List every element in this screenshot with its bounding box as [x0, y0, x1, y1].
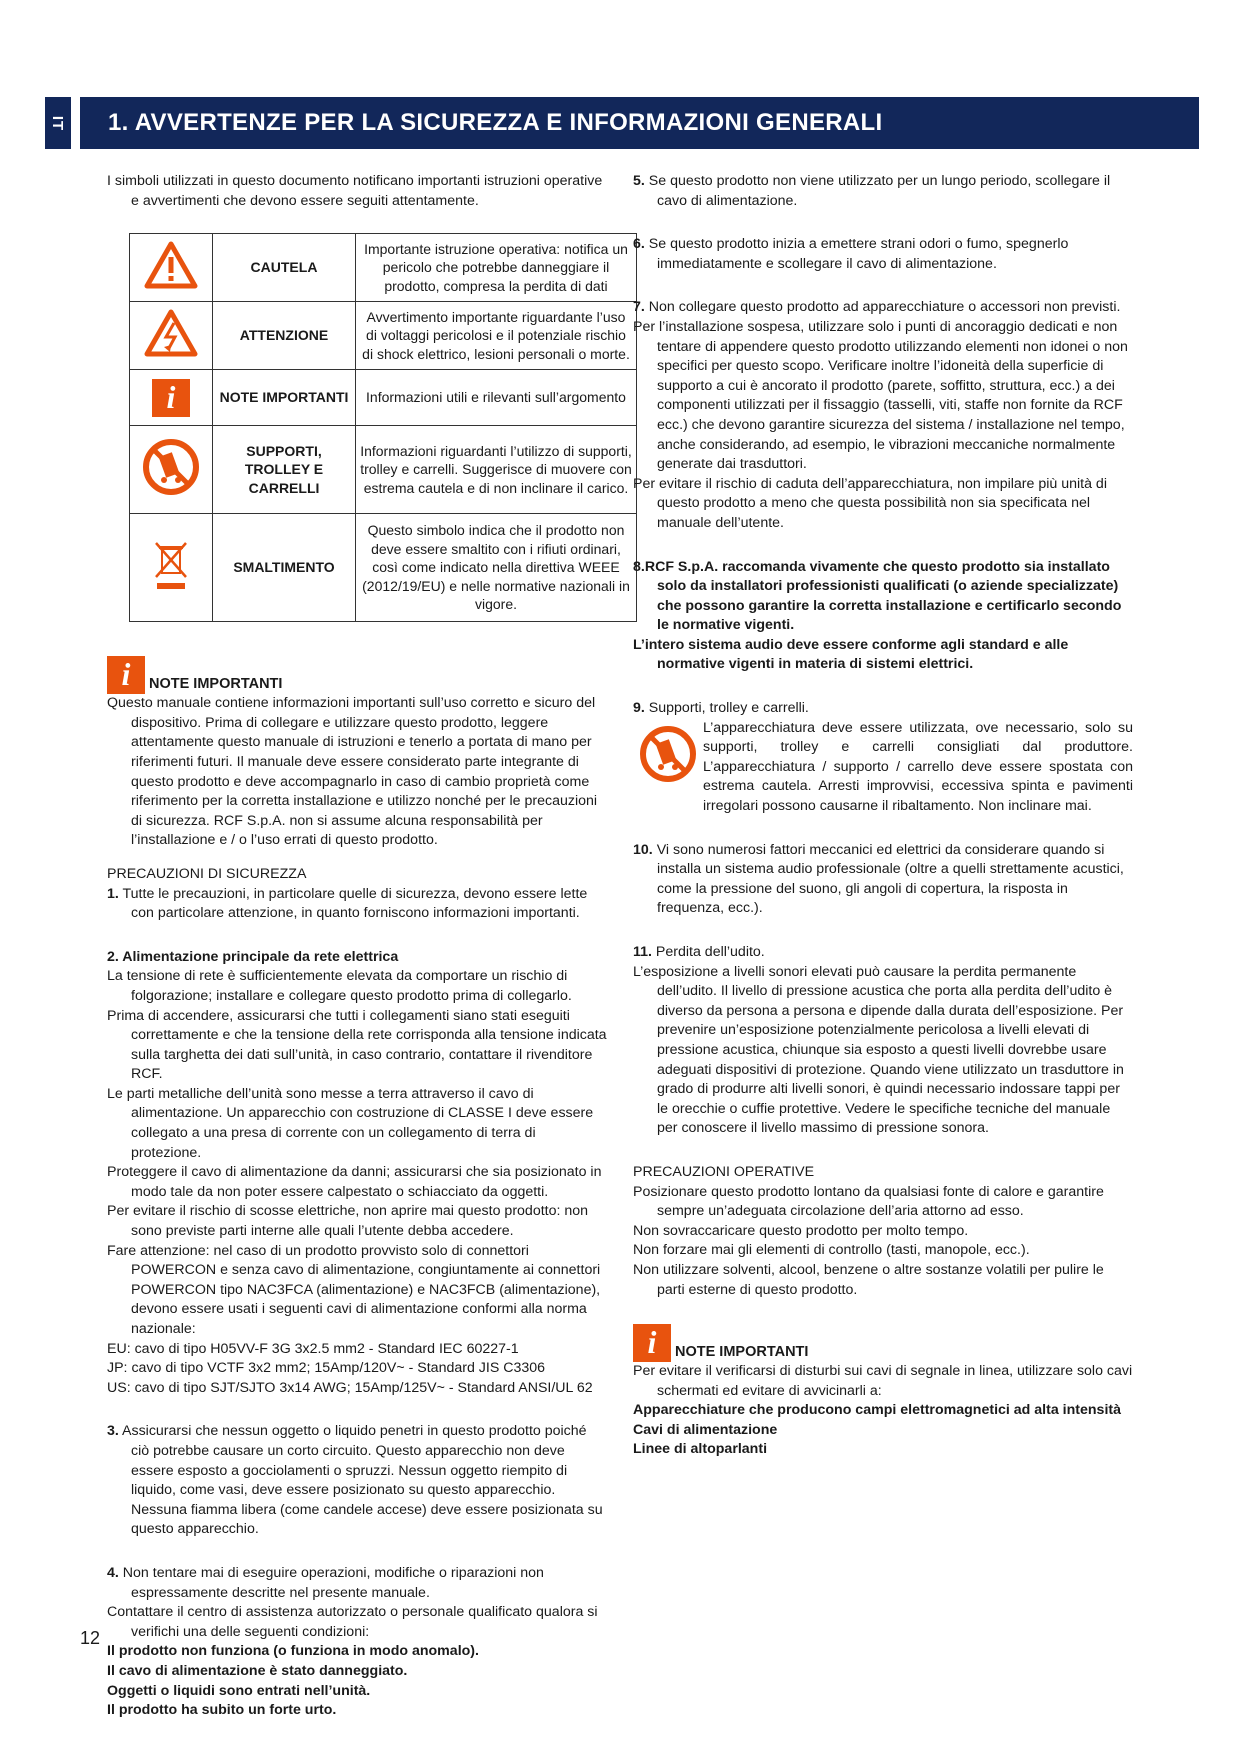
cable-spec: US: cavo di tipo SJT/SJTO 3x14 AWG; 15Amp/125V~ - Standard ANSI/UL 62 [107, 1379, 593, 1396]
right-column [633, 172, 1133, 1460]
list-item: 9. Supporti, trolley e carrelli. [633, 700, 809, 717]
caution-triangle-icon [144, 241, 198, 289]
table-row [130, 514, 637, 622]
info-icon: i [107, 656, 145, 694]
table-row [130, 302, 637, 370]
symbol-desc: Avvertimento importante riguardante l’uso di voltaggi pericolosi e il potenziale rischio di shock elettrico, lesioni personali o morte. [356, 302, 637, 370]
note-heading: i NOTE IMPORTANTI [107, 656, 607, 694]
item-8: 8.RCF S.p.A. raccomanda vivamente che questo prodotto sia installato solo da installatori professionisti qualificati (o aziende specializzate) che possono garantire la corretta installazione e certificarlo secondo le normative vigenti. [633, 558, 1122, 634]
symbol-desc: Importante istruzione operativa: notifica un pericolo che potrebbe danneggiare il prodotto, compresa la perdita di dati [356, 234, 637, 302]
symbol-label: SUPPORTI, TROLLEY E CARRELLI [213, 426, 356, 514]
table-row [130, 426, 637, 514]
operative-heading: PRECAUZIONI OPERATIVE [633, 1163, 815, 1180]
paragraph: Le parti metalliche dell’unità sono messe a terra attraverso il cavo di alimentazione. Un apparecchio con costruzione di CLASSE I deve essere collegato a una presa di corrente con un collegamento di terra di protezione. [107, 1085, 594, 1161]
trolley-note [633, 719, 1133, 817]
list-item: 6. Se questo prodotto inizia a emettere strani odori o fumo, spegnerlo immediatamente e scollegare il cavo di alimentazione. [633, 236, 1069, 272]
language-tab: IT [45, 97, 71, 149]
condition: Oggetti o liquidi sono entrati nell’unità. [107, 1682, 371, 1699]
item-heading: 2. Alimentazione principale da rete elettrica [107, 948, 399, 965]
paragraph: Posizionare questo prodotto lontano da qualsiasi fonte di calore e garantire sempre un’adeguata circolazione dell’aria attorno ad esso. [633, 1183, 1104, 1220]
trolley-warning-icon [639, 725, 697, 783]
paragraph: Per evitare il rischio di caduta dell’apparecchiatura, non impilare più unità di questo prodotto a meno che questa possibilità non sia specificata nel manuale dell’utente. [633, 475, 1107, 531]
paragraph: Non sovraccaricare questo prodotto per molto tempo. [633, 1222, 969, 1239]
paragraph: Proteggere il cavo di alimentazione da danni; assicurarsi che sia posizionato in modo tale da non poter essere calpestato o schiacciato da oggetti. [107, 1164, 602, 1200]
paragraph: Non utilizzare solventi, alcool, benzene o altre sostanze volatili per pulire le parti esterne di questo prodotto. [633, 1261, 1104, 1298]
cable-spec: JP: cavo di tipo VCTF 3x2 mm2; 15Amp/120V~ - Standard JIS C3306 [107, 1360, 546, 1377]
condition: Il prodotto ha subito un forte urto. [107, 1702, 337, 1719]
item-8-note: L’intero sistema audio deve essere conforme agli standard e alle normative vigenti in materia di sistemi elettrici. [633, 636, 1069, 673]
paragraph: L’esposizione a livelli sonori elevati può causare la perdita permanente dell’udito. Il livello di pressione acustica che porta alla perdita dell’udito è diverso da persona a persona e dipende dalla durata dell’esposizione. Per prevenire un’esposizione potenzialmente pericolosa a livelli elevati di pressione acustica, chiunque sia esposto a questi livelli dovrebbe usare adeguati dispositivi di protezione. Quando viene utilizzato un trasduttore in grado di produrre alti livelli sonori, è quindi necessario indossare tappi per le orecchie o cuffie protettive. Vedere le specifiche tecniche del manuale per conoscere il livello massimo di pressione sonora. [633, 963, 1124, 1137]
page-title: 1. AVVERTENZE PER LA SICUREZZA E INFORMAZIONI GENERALI [108, 109, 883, 136]
table-row [130, 234, 637, 302]
safety-heading: PRECAUZIONI DI SICUREZZA [107, 865, 307, 882]
trolley-text: L’apparecchiatura deve essere utilizzata, ove necessario, solo su supporti, trolley e carrelli consigliati dal produttore. L’apparecchiatura / supporto / carrello deve essere spostata con estrema cautela. Arresti improvvisi, eccessiva spinta e pavimenti irregolari possono causarne il ribaltamento. Non inclinare mai. [703, 719, 1133, 815]
note-list-item: Apparecchiature che producono campi elettromagnetici ad alta intensità [633, 1402, 1122, 1419]
symbol-desc: Informazioni riguardanti l’utilizzo di supporti, trolley e carrelli. Suggerisce di muovere con estrema cautela e di non inclinare il carico. [356, 426, 637, 514]
list-item: 7. Non collegare questo prodotto ad apparecchiature o accessori non previsti. [633, 299, 1121, 316]
symbol-label: ATTENZIONE [213, 302, 356, 370]
paragraph: Per l’installazione sospesa, utilizzare solo i punti di ancoraggio dedicati e non tentare di appendere questo prodotto utilizzando elementi non idonei o non specifici per questo scopo. Verificare inoltre l’idoneità della superficie di supporto a cui è ancorato il prodotto (parete, soffitto, struttura, ecc.) a dei componenti utilizzati per il fissaggio (tasselli, viti, staffe non fornite da RCF ecc.) che devono garantire sicurezza del sistema / installazione nel tempo, anche considerando, ad esempio, le vibrazioni meccaniche normalmente generate dai trasduttori. [633, 318, 1128, 473]
list-item: 4. Non tentare mai di eseguire operazioni, modifiche o riparazioni non espressamente descritte nel presente manuale. [107, 1564, 544, 1601]
high-voltage-icon [144, 309, 198, 357]
list-item: 10. Vi sono numerosi fattori meccanici ed elettrici da considerare quando si installa un sistema audio professionale (oltre a quelli strettamente acustici, come la pressione del suono, gli angoli di copertura, la risposta in frequenza, ecc.). [633, 841, 1124, 917]
list-item: 5. Se questo prodotto non viene utilizzato per un lungo periodo, scollegare il cavo di alimentazione. [633, 173, 1111, 209]
cable-spec: EU: cavo di tipo H05VV-F 3G 3x2.5 mm2 - Standard IEC 60227-1 [107, 1340, 519, 1357]
note-text: Per evitare il verificarsi di disturbi sui cavi di segnale in linea, utilizzare solo cavi schermati ed evitare di avvicinarli a: [633, 1363, 1133, 1399]
paragraph: Fare attenzione: nel caso di un prodotto provvisto solo di connettori POWERCON e senza cavo di alimentazione, congiuntamente ai connettori POWERCON tipo NAC3FCA (alimentazione) e NAC3FCB (alimentazione), devono essere usati i seguenti cavi di alimentazione conformi alla norma nazionale: [107, 1242, 601, 1337]
condition: Il prodotto non funziona (o funziona in modo anomalo). [107, 1643, 479, 1660]
left-column [107, 172, 632, 1721]
condition: Il cavo di alimentazione è stato danneggiato. [107, 1662, 408, 1679]
list-item: 1. Tutte le precauzioni, in particolare quelle di sicurezza, devono essere lette con particolare attenzione, in quanto forniscono informazioni importanti. [107, 885, 588, 922]
table-row [130, 370, 637, 426]
paragraph: Per evitare il rischio di scosse elettriche, non aprire mai questo prodotto: non sono previste parti interne alle quali l’utente debba accedere. [107, 1203, 589, 1240]
symbol-label: SMALTIMENTO [213, 514, 356, 622]
note-list-item: Linee di altoparlanti [633, 1441, 768, 1458]
paragraph: Non forzare mai gli elementi di controllo (tasti, manopole, ecc.). [633, 1242, 1030, 1259]
symbol-label: CAUTELA [213, 234, 356, 302]
section-header [80, 97, 1199, 149]
info-icon: i [152, 379, 190, 417]
page-number: 12 [80, 1628, 101, 1648]
paragraph: Prima di accendere, assicurarsi che tutti i collegamenti siano stati eseguiti correttamente e che la tensione della rete corrisponda alla tensione indicata sulla targhetta dei dati sull’unità, in caso contrario, contattare il rivenditore RCF. [107, 1007, 607, 1083]
weee-bin-icon [153, 539, 189, 591]
symbol-label: NOTE IMPORTANTI [213, 370, 356, 426]
info-icon: i [633, 1324, 671, 1362]
trolley-warning-icon [142, 438, 200, 496]
symbol-desc: Informazioni utili e rilevanti sull’argomento [356, 370, 637, 426]
paragraph: La tensione di rete è sufficientemente elevata da comportare un rischio di folgorazione; installare e collegare questo prodotto prima di collegarlo. [107, 968, 572, 1004]
list-item: 3. Assicurarsi che nessun oggetto o liquido penetri in questo prodotto poiché ciò potrebbe causare un corto circuito. Questo apparecchio non deve essere esposto a gocciolamenti o spruzzi. Nessun oggetto riempito di liquido, come vasi, deve essere posizionato su questo apparecchio. Nessuna fiamma libera (come candele accese) deve essere posizionata su questo apparecchio. [107, 1423, 603, 1538]
note-heading: i NOTE IMPORTANTI [633, 1324, 1133, 1362]
intro-text: I simboli utilizzati in questo documento notificano importanti istruzioni operative e avvertimenti che devono essere seguiti attentamente. [107, 173, 603, 209]
paragraph: Contattare il centro di assistenza autorizzato o personale qualificato qualora si verifichi una delle seguenti condizioni: [107, 1604, 598, 1640]
note-list-item: Cavi di alimentazione [633, 1421, 778, 1438]
list-item: 11. Perdita dell’udito. [633, 944, 765, 960]
symbol-desc: Questo simbolo indica che il prodotto non deve essere smaltito con i rifiuti ordinari, così come indicato nella direttiva WEEE (2012/19/EU) e nelle normative nazionali in vigore. [356, 514, 637, 622]
note-text: Questo manuale contiene informazioni importanti sull’uso corretto e sicuro del dispositivo. Prima di collegare e utilizzare questo prodotto, leggere attentamente questo manuale di istruzioni e tenerlo a portata di mano per riferimenti futuri. Il manuale deve essere considerato parte integrante di questo prodotto e deve accompagnarlo in caso di cambio proprietà come riferimento per la corretta installazione e utilizzo nonché per le precauzioni di sicurezza. RCF S.p.A. non si assume alcuna responsabilità per l’installazione e / o l’uso errati di questo prodotto. [107, 695, 598, 849]
symbols-table [129, 233, 637, 622]
